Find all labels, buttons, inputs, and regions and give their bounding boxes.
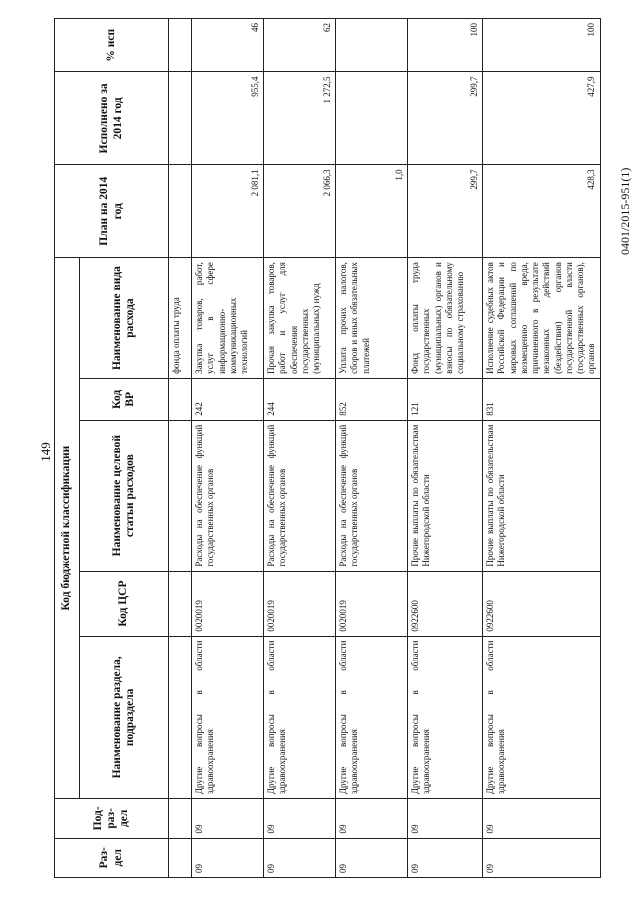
- cell-csr: 0020019: [192, 571, 264, 636]
- cell-csr-name: Расходы на обеспечение функций государственных органов: [264, 420, 336, 571]
- cell-vr: 244: [264, 378, 336, 420]
- cell-csr-name: Прочие выплаты по обязательствам Нижегородской области: [408, 420, 483, 571]
- cell-percent: 100: [408, 19, 483, 72]
- header-percent: % исп: [55, 19, 169, 72]
- table-row: [336, 19, 408, 878]
- header-vr: Код ВР: [80, 378, 169, 420]
- header-done: Исполнено за 2014 год: [55, 72, 169, 165]
- cell-plan: 1,0: [336, 165, 408, 258]
- header-plan: План на 2014 год: [55, 165, 169, 258]
- cell-done: 299,7: [408, 72, 483, 165]
- cell-percent: 46: [192, 19, 264, 72]
- cell-csr: 0922600: [483, 571, 601, 636]
- cell-vr: 852: [336, 378, 408, 420]
- table-row: [483, 19, 601, 878]
- cell-podrazdel: 09: [264, 799, 336, 838]
- cell-vr: 242: [192, 378, 264, 420]
- document-code: 0401/2015-951(1): [618, 167, 632, 255]
- cell-vr-name-continuation: фонда оплаты труда: [169, 258, 192, 379]
- cell-podrazdel: 09: [192, 799, 264, 838]
- cell-razdel: 09: [192, 838, 264, 877]
- cell-vr-name: Закупка товаров, работ, услуг в сфере информационно-коммуникационных технологий: [192, 258, 264, 379]
- cell-vr-name: Фонд оплаты труда государственных (муниципальных) органов и взносы по обязательному социальному страхованию: [408, 258, 483, 379]
- table-row: [264, 19, 336, 878]
- cell-vr-name: Прочая закупка товаров, работ и услуг для обеспечения государственных (муниципальных) нужд: [264, 258, 336, 379]
- cell-csr: 0020019: [264, 571, 336, 636]
- cell-csr: 0020019: [336, 571, 408, 636]
- cell-razdel-name: Другие вопросы в области здравоохранения: [336, 636, 408, 799]
- cell-razdel: 09: [408, 838, 483, 877]
- cell-vr: 121: [408, 378, 483, 420]
- cell-plan: 2 066,3: [264, 165, 336, 258]
- header-razdel: Раз-дел: [55, 838, 169, 877]
- cell-razdel-name: Другие вопросы в области здравоохранения: [192, 636, 264, 799]
- cell-podrazdel: 09: [483, 799, 601, 838]
- cell-razdel: 09: [264, 838, 336, 877]
- page-number: 149: [38, 442, 53, 462]
- header-csr: Код ЦСР: [80, 571, 169, 636]
- cell-csr: 0922600: [408, 571, 483, 636]
- cell-done: 427,9: [483, 72, 601, 165]
- header-vr-name: Наименование вида расхода: [80, 258, 169, 379]
- cell-csr-name: Прочие выплаты по обязательствам Нижегородской области: [483, 420, 601, 571]
- cell-razdel-name: Другие вопросы в области здравоохранения: [408, 636, 483, 799]
- cell-csr-name: Расходы на обеспечение функций государственных органов: [192, 420, 264, 571]
- cell-plan: 428,3: [483, 165, 601, 258]
- cell-percent: 100: [483, 19, 601, 72]
- cell-csr-name: Расходы на обеспечение функций государственных органов: [336, 420, 408, 571]
- cell-percent: [336, 19, 408, 72]
- cell-vr-name: Исполнение судебных актов Российской Федерации и мировых соглашений по возмещению вреда, причиненного в результате незаконных действий (бездействия) органов государственной власти (государственных органов), органов: [483, 258, 601, 379]
- cell-plan: 299,7: [408, 165, 483, 258]
- cell-percent: 62: [264, 19, 336, 72]
- budget-table: [54, 18, 601, 878]
- cell-razdel: 09: [483, 838, 601, 877]
- header-row-1: [55, 19, 80, 878]
- header-razdel-name: Наименование раздела, подраздела: [80, 636, 169, 799]
- cell-podrazdel: 09: [336, 799, 408, 838]
- cell-razdel: 09: [336, 838, 408, 877]
- cell-plan: 2 081,1: [192, 165, 264, 258]
- cell-done: 1 272,5: [264, 72, 336, 165]
- cell-done: 955,4: [192, 72, 264, 165]
- cell-vr: 831: [483, 378, 601, 420]
- cell-vr-name: Уплата прочих налогов, сборов и иных обязательных платежей: [336, 258, 408, 379]
- cell-done: [336, 72, 408, 165]
- continuation-row: [169, 19, 192, 878]
- header-csr-name: Наименование целевой статьи расходов: [80, 420, 169, 571]
- cell-razdel-name: Другие вопросы в области здравоохранения: [264, 636, 336, 799]
- cell-podrazdel: 09: [408, 799, 483, 838]
- table-row: [408, 19, 483, 878]
- table-row: [192, 19, 264, 878]
- header-podrazdel: Под-раз-дел: [55, 799, 169, 838]
- cell-razdel-name: Другие вопросы в области здравоохранения: [483, 636, 601, 799]
- header-group-title: Код бюджетной классификации: [55, 258, 80, 799]
